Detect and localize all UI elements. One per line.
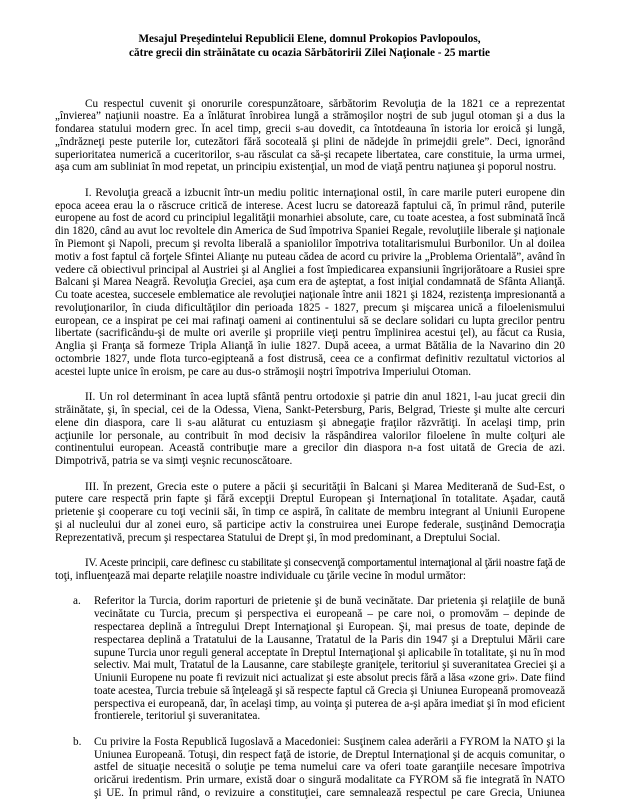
text-line: Cu privire la Fosta Republică Iugoslavă a Macedoniei: Susţinem calea aderării a FYROM la NATO şi la [94,735,565,748]
text-line: european, ce a inspirat pe cei mai rafinaţi oameni ai continentului să se declare solidari cu lupta grecilor pentru [55,314,565,327]
text-line: revoluţionarilor, în ciuda dificultăţilor din perioada 1825 - 1827, precum şi mişcarea unică a filoelenismului [55,301,565,314]
text-line: Cu respectul cuvenit şi onorurile corespunzătoare, sărbătorim Revoluţia de la 1821 ce a reprezentat [85,97,565,110]
text-line: octombrie 1827, unde flota turco-egipteană a fost distrusă, ceea ce a confirmat definitiv rezultatul victorios al [55,352,565,365]
text-line: superioritatea numerică a cuceritorilor, s-au răsculat ca să-şi recapete libertatea, care constituie, la urma urmei, [55,148,565,161]
text-line: acţiunile lor personale, au contribuit în mod decisiv la răspândirea valorilor filoelene în multe colţuri ale [55,429,565,442]
text-line: astfel de situaţie necesită o soluţie pe tema numelui care va oferi toate garanţiile necesare împotriva [94,761,565,774]
section-ii-paragraph [55,391,565,468]
section-iv-paragraph [55,557,565,583]
text-line: „îndrăzneţi peste puterile lor, cutezători fără socoteală şi plini de nădejde în primejdii grele”. Deci, ignorând [55,135,565,148]
text-line: Cu toate acestea, succesele emblematice ale revoluţiei naţionale între anii 1821 şi 1824, rezistenţa impresionantă a [55,289,565,302]
text-line: III. În prezent, Grecia este o putere a păcii şi securităţii în Balcani şi Marea Mediterană de Sud-Est, o [85,480,565,493]
text-line: elene din diaspora, care li s-au alăturat cu entuziasm şi abnegaţie fraţilor răzvrătiţi. În acelaşi timp, prin [55,416,565,429]
text-line: libertate (sacrificându-şi de multe ori averile şi propriile vieţi pentru împlinirea acestui ţel), au făcut ca Rusia, [55,327,565,340]
list-item-fyrom [55,736,565,800]
text-line: oricărui iredentism. Prin urmare, există doar o singură modalitate ca FYROM să fie integrată în NATO [94,774,565,787]
intro-paragraph [55,98,565,175]
text-line: selectiv. Mai mult, Tratatul de la Lausanne, care stabileşte graniţele, teritoriul şi suveranitatea Greciei şi a [94,659,565,672]
text-line: toţi, influenţează mai departe relaţiile noastre individuale cu ţările vecine în modul următor: [55,569,466,582]
text-line: Uniunea Europeană. Totuşi, din respect faţă de istorie, de Dreptul Internaţional şi de acquis comunitar, o [94,748,565,761]
text-line: şi al nucleului dur al zonei euro, să participe activ la construirea unei Europe federale, susţinând Democraţia [55,518,565,531]
text-line: toate acestea, Turcia trebuie să înţeleagă şi să respecte faptul că Grecia şi Uniunea Europeană promovează [94,684,565,697]
text-line: Balcani şi Marea Neagră. Revoluţia Greciei, aşa cum era de aşteptat, a fost iniţial condamnată de Sfânta Alianţă. [55,276,565,289]
text-line: prietenie şi cooperare cu toţi vecinii săi, în timp ce aspiră, în calitate de membru integrant al Uniunii Europene [55,506,565,519]
text-line: şi UE. În primul rând, o revizuire a constituţiei, care semnalează respectul pe care Grecia, Uniunea [94,786,565,799]
text-line: Dimpotrivă, patria se va simţi veşnic recunoscătoare. [55,455,293,468]
text-line: Uniunii Europene nu poate fi revizuit nici actualizat şi este absolut precis fără a lăsa «zone gri». Date fiind [94,672,565,685]
text-line: străinătate, şi, în special, cei de la Odessa, Viena, Sankt-Petersburg, Paris, Belgrad, Trieste şi multe alte cercuri [55,403,565,416]
text-line: acestei lupte unice în eroism, pe care au dus-o strămoşii noştri împotriva Imperiului Otoman. [55,365,472,378]
text-line: vecinătate cu Turcia, precum şi perspectiva ei europeană – pe care noi, o promovăm – depinde de [94,608,565,621]
text-line: aşa cum am subliniat în mod repetat, un principiu existenţial, un mod de viaţă pentru naţiunea şi poporul nostru. [55,161,557,174]
text-line: vedere că obiectivul principal al Austriei şi al Angliei a fost împiedicarea expansiunii îngrijorătoare a Rusiei spre [55,263,565,276]
text-line: „învierea” naţiunii noastre. Ea a înlăturat înrobirea lungă a strămoşilor noştri de sub jugul otoman şi a dus la [55,110,565,123]
section-iii-paragraph [55,481,565,545]
text-line: în Piemont şi Napoli, precum şi revolta liberală a spaniolilor împotriva totalitarismului Burbonilor. Un al doilea [55,238,565,251]
text-line: putere care respectă prin fapte şi fără excepţii Dreptul European şi Internaţional în totalitate. Aşadar, caută [55,493,565,506]
relations-list [55,595,565,799]
text-line: motiv a fost faptul că forţele Sfintei Alianţe nu puteau cădea de acord cu privire la „Problema Orientală”, având în [55,250,565,263]
title-line: Mesajul Preşedintelui Republicii Elene, domnul Prokopios Pavlopoulos, [138,33,481,45]
text-line: continentului european. Această contribuţie mare a grecilor din diaspora n-a fost uitată de Grecia de azi. [55,442,565,455]
text-line: perspectiva ei europeană, dar, în acelaşi timp, au voinţa şi puterea de a-şi apăra imediat şi în mod eficient [94,697,565,710]
section-i-paragraph [55,187,565,378]
document-title [40,32,579,60]
text-line: frontierele, teritoriul şi suveranitatea. [94,710,261,723]
text-line: II. Un rol determinant în acea luptă sfântă pentru ortodoxie şi patrie din anul 1821, l-au jucat grecii din [85,391,565,404]
list-item-turkey [55,595,565,723]
text-line: supune Turcia unor reguli general acceptate în Dreptul Internaţional şi aplicabile în totalitate, şi nu în mod [94,646,565,659]
text-line: epoca aceea erau la o răscruce critică de interese. Acest lucru se datorează faptului că, în primul rând, puterile [55,199,565,212]
list-marker: a. [73,595,81,608]
title-line: către grecii din străinătate cu ocazia Sărbătoririi Zilei Naţionale - 25 martie [129,47,490,59]
text-line: IV. Aceste principii, care definesc cu stabilitate şi consecvenţă comportamentul internaţional al ţării noastre faţă de [85,557,565,570]
text-line: europene au fost de acord cu principiul legalităţii monarhiei absolute, care, cu toate acestea, a fost subminată încă [55,212,565,225]
text-line: respectarea deplină a întregului Drept Internaţional şi European. Şi, mai presus de toate, depinde de [94,620,565,633]
document-body [55,98,565,800]
text-line: Reprezentativă, precum şi respectarea Statului de Drept şi, în mod predominant, a Dreptului Social. [55,531,501,544]
list-marker: b. [73,735,82,748]
text-line: respectarea deplină a Tratatului de la Lausanne, Tratatul de la Paris din 1947 şi a Dreptului Mării care [94,633,565,646]
text-line: din 1820, când au avut loc revoltele din America de Sud împotriva Spaniei Regale, revoluţiile liberale şi naţionale [55,225,565,238]
text-line: fondarea statului modern grec. În acel timp, grecii s-au dovedit, ca întotdeauna în istoria lor eroică şi lungă, [55,123,565,136]
text-line: I. Revoluţia greacă a izbucnit într-un mediu politic internaţional ostil, în care marile puteri europene din [85,186,565,199]
text-line: Referitor la Turcia, dorim raporturi de prietenie şi de bună vecinătate. Dar prietenia şi relaţiile de bună [94,595,565,608]
text-line: Anglia şi Franţa să formeze Tripla Alianţă în iulie 1827. După aceea, a urmat Bătălia de la Navarino din 20 [55,340,565,353]
